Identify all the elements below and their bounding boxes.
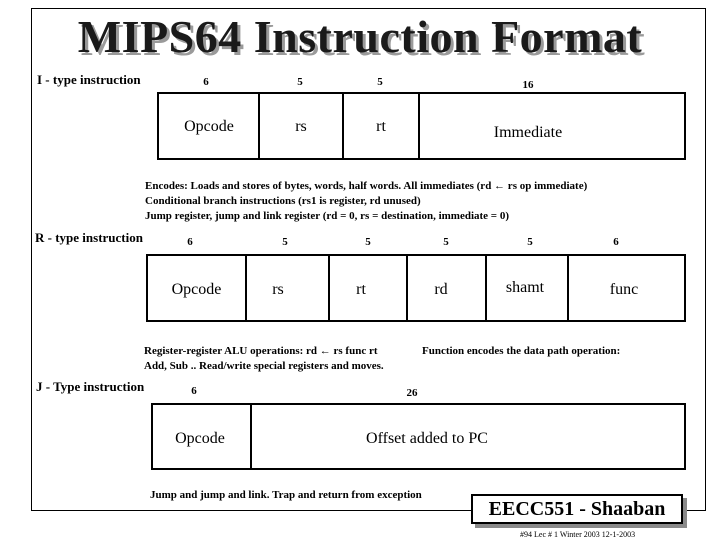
i-type-bits-immediate: 16 xyxy=(522,79,534,91)
j-type-label: J - Type instruction xyxy=(36,379,145,394)
r-type-bits-rt: 5 xyxy=(365,236,371,248)
i-type-bits-rt: 5 xyxy=(377,76,383,88)
i-type-field-immediate: Immediate xyxy=(493,124,563,141)
i-type-label: I - type instruction xyxy=(37,72,141,87)
j-type-field-opcode: Opcode xyxy=(175,430,225,447)
i-type-field-opcode: Opcode xyxy=(184,118,234,135)
i-type-note: Jump register, jump and link register (rd = 0, rs = destination, immediate = 0) xyxy=(145,210,509,222)
r-type-label: R - type instruction xyxy=(35,230,143,245)
r-type-bits-shamt: 5 xyxy=(527,236,533,248)
r-type-field-rt: rt xyxy=(356,281,366,298)
r-type-bits-opcode: 6 xyxy=(187,236,193,248)
r-type-field-shamt: shamt xyxy=(505,279,545,296)
j-type-bits-offset: 26 xyxy=(406,387,418,399)
i-type-field-rt: rt xyxy=(376,118,386,135)
r-type-field-func: func xyxy=(609,281,639,298)
i-type-bits-rs: 5 xyxy=(297,76,303,88)
r-type-field-rs: rs xyxy=(272,281,284,298)
slide-meta: #94 Lec # 1 Winter 2003 12-1-2003 xyxy=(520,530,636,539)
j-type-bits-opcode: 6 xyxy=(191,385,197,397)
r-type-note: Register-register ALU operations: rd ← rs func rt xyxy=(144,345,378,357)
course-footer: EECC551 - Shaaban xyxy=(471,494,683,524)
r-type-bits-rs: 5 xyxy=(282,236,288,248)
j-type-note: Jump and jump and link. Trap and return from exception xyxy=(150,489,422,501)
r-type-bits-func: 6 xyxy=(613,236,619,248)
i-type-note: Encodes: Loads and stores of bytes, words, half words. All immediates (rd ← rs op immediate) xyxy=(145,180,588,192)
r-type-field-opcode: Opcode xyxy=(171,281,222,298)
r-type-note: Add, Sub .. Read/write special registers and moves. xyxy=(144,360,384,372)
i-type-note: Conditional branch instructions (rs1 is register, rd unused) xyxy=(145,195,421,207)
i-type-field-rs: rs xyxy=(295,118,307,135)
j-type-divider xyxy=(250,403,252,470)
slide-title: MIPS64 Instruction Format xyxy=(77,11,643,62)
r-type-bits-rd: 5 xyxy=(443,236,449,248)
r-type-note-function: Function encodes the data path operation: xyxy=(422,345,621,357)
r-type-field-rd: rd xyxy=(434,281,448,298)
j-type-field-offset: Offset added to PC xyxy=(366,430,488,447)
i-type-bits-opcode: 6 xyxy=(203,76,209,88)
